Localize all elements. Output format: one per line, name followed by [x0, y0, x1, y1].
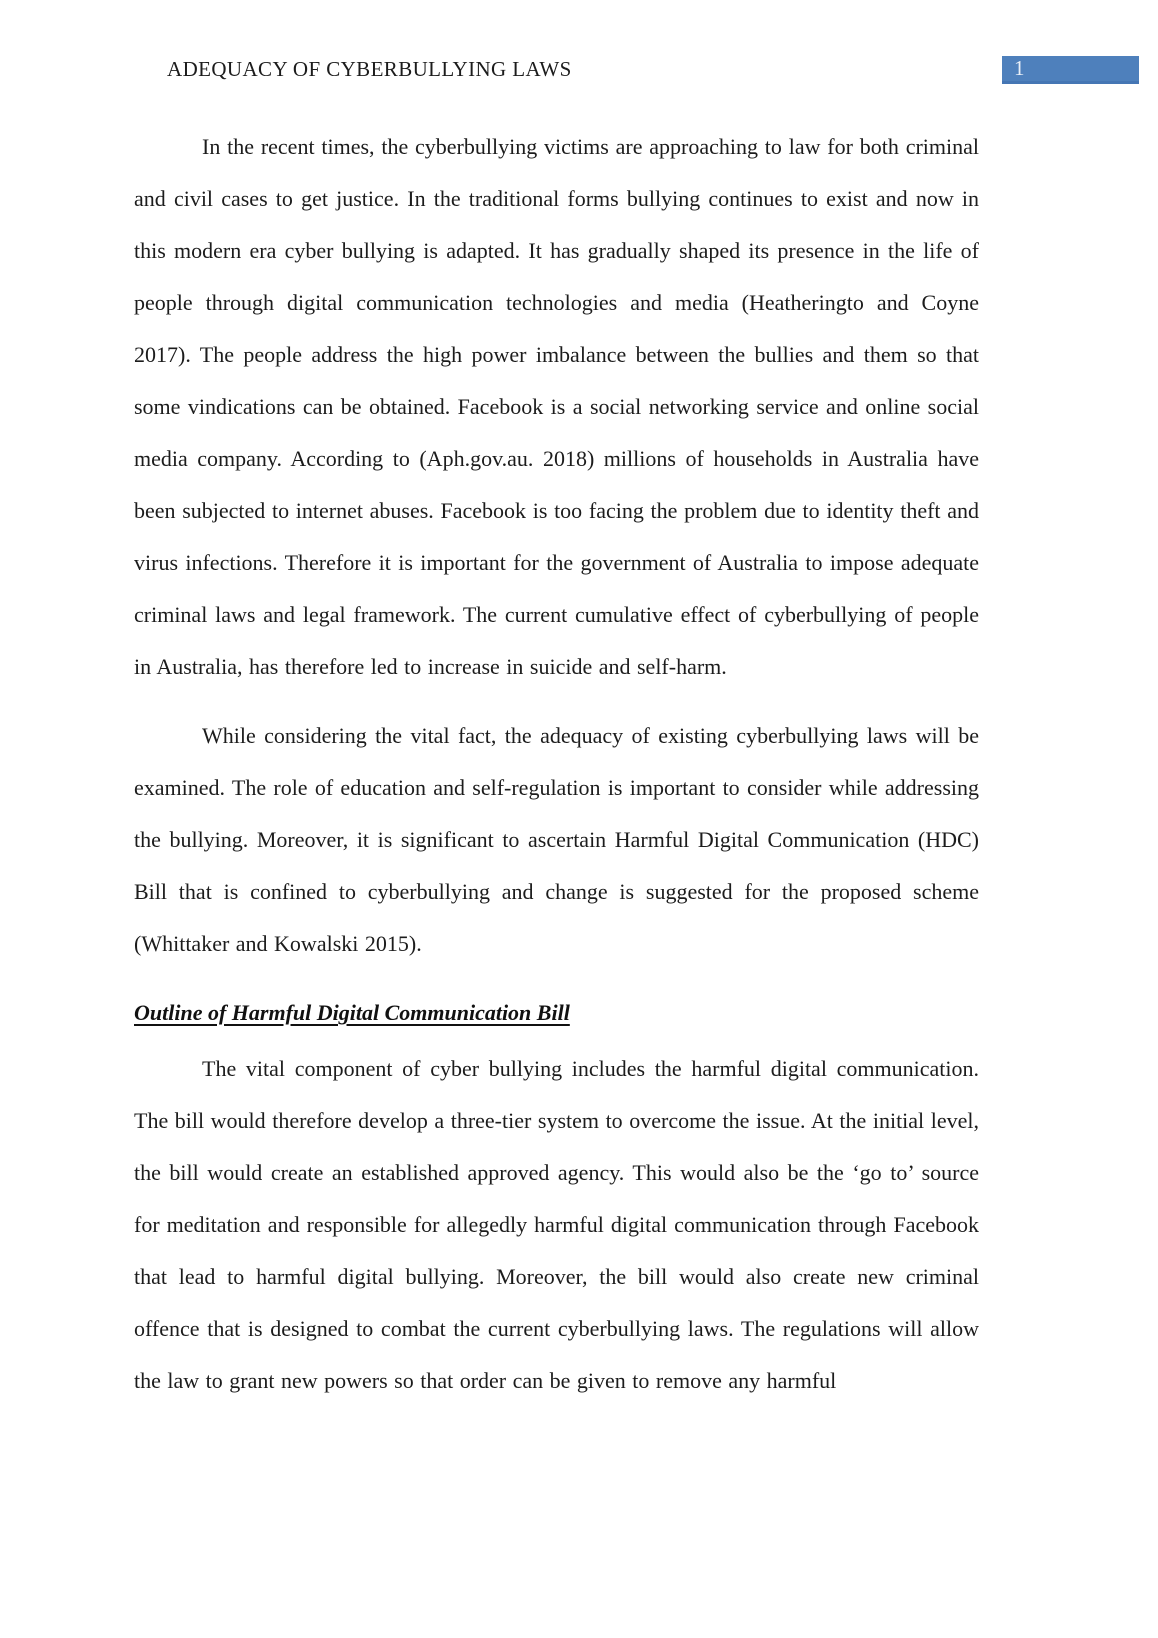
page-number-badge — [1002, 56, 1139, 84]
paragraph-thesis: While considering the vital fact, the adequacy of existing cyberbullying laws will be examined. The role of education and self-regulation is important to consider while addressing the bullying. Moreover, it is significant to ascertain Harmful Digital Communication (HDC) Bill that is confined to cyberbullying and change is suggested for the proposed scheme (Whittaker and Kowalski 2015). — [134, 723, 979, 956]
section-heading-hdc-bill: Outline of Harmful Digital Communication Bill — [134, 1000, 570, 1025]
page-number: 1 — [1014, 56, 1025, 80]
document-body — [134, 121, 979, 1424]
paragraph-introduction: In the recent times, the cyberbullying victims are approaching to law for both criminal and civil cases to get justice. In the traditional forms bullying continues to exist and now in this modern era cyber bullying is adapted. It has gradually shaped its presence in the life of people through digital communication technologies and media (Heatheringto and Coyne 2017). The people address the high power imbalance between the bullies and them so that some vindications can be obtained. Facebook is a social networking service and online social media company. According to (Aph.gov.au. 2018) millions of households in Australia have been subjected to internet abuses. Facebook is too facing the problem due to identity theft and virus infections. Therefore it is important for the government of Australia to impose adequate criminal laws and legal framework. The current cumulative effect of cyberbullying of people in Australia, has therefore led to increase in suicide and self-harm. — [134, 134, 979, 679]
paragraph-hdc-outline: The vital component of cyber bullying includes the harmful digital communication. The bill would therefore develop a three-tier system to overcome the issue. At the initial level, the bill would create an established approved agency. This would also be the ‘go to’ source for meditation and responsible for allegedly harmful digital communication through Facebook that lead to harmful digital bullying. Moreover, the bill would also create new criminal offence that is designed to combat the current cyberbullying laws. The regulations will allow the law to grant new powers so that order can be given to remove any harmful — [134, 1056, 979, 1393]
running-head-title: ADEQUACY OF CYBERBULLYING LAWS — [167, 57, 572, 81]
